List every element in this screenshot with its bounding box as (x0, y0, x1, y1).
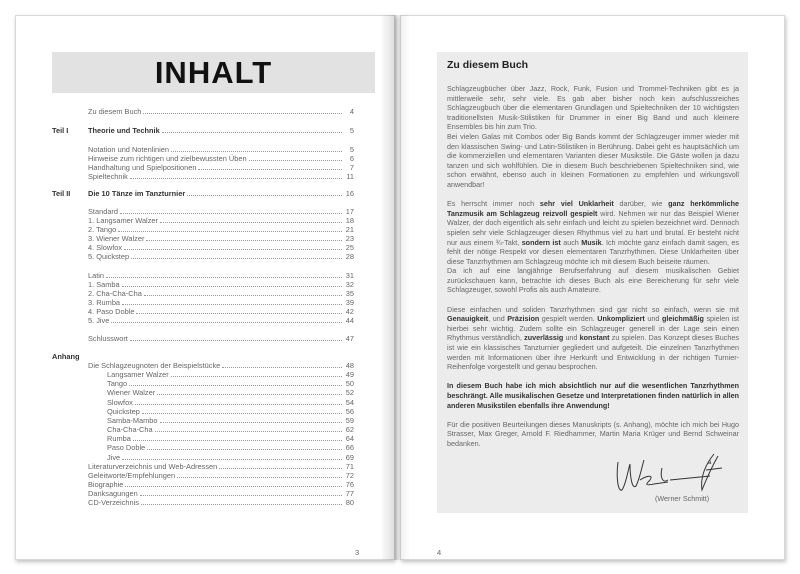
toc-entry (52, 443, 354, 452)
toc-page-number: 21 (345, 225, 354, 234)
toc-entry-label: 5. Jive (88, 316, 110, 325)
toc-entry-label: Slowfox (107, 397, 133, 407)
toc-entry-label: Geleitworte/Empfehlungen (88, 470, 176, 480)
toc-page-number: 72 (345, 470, 354, 480)
toc-entry-label: 4. Paso Doble (88, 307, 135, 316)
toc-page-number: 48 (345, 361, 354, 370)
foreword-paragraph (447, 420, 739, 449)
toc-page-number: 6 (349, 154, 354, 163)
emphasis-text: Genauigkeit (447, 314, 489, 324)
toc-dot-leader (162, 126, 342, 133)
toc-page-number: 18 (345, 216, 354, 225)
toc-dot-leader (131, 252, 342, 259)
toc-page-number: 17 (345, 207, 354, 216)
toc-page-number: 28 (345, 252, 354, 261)
toc-entry (52, 480, 354, 489)
toc-dot-leader (171, 145, 342, 152)
toc-page-number: 56 (345, 406, 354, 416)
toc-dot-leader (155, 425, 342, 432)
toc-page-number: 50 (345, 379, 354, 389)
toc-page-number: 77 (345, 489, 354, 499)
toc-page-number: 39 (345, 298, 354, 307)
toc-entry-label: CD-Verzeichnis (88, 498, 139, 508)
toc-dot-leader (106, 271, 342, 278)
toc-dot-leader (187, 189, 342, 196)
toc-entry (52, 453, 354, 462)
text-run: und (644, 314, 662, 324)
toc-page-number: 54 (345, 397, 354, 407)
text-run: Bei vielen Galas mit Combos oder Big Bands kommt der Schlagzeuger immer wieder mit den klassischen Swing- und Latin-Stilistiken in Berührung. Dabei geht es hauptsächlich um die kommerziellen und elementaren Varianten dieser Musikstile. Die Gäste wollen ja dazu tanzen und sich wohlfühlen. Die in diesem Buch beschriebenen Spieltechniken sind, wie schon erwähnt, ebenso auch in kleinen Formationen zu empfehlen und wirkungsvoll anwendbar! (447, 131, 739, 189)
text-run: wird. Nehmen wir nur das Beispiel Wiener Walzer, der doch eigentlich als sehr einfach und leicht zu spielen bezeichnet wird. Dennoch spielen sehr viele Schlagzeuger diesen Rhythmus viel zu hart und brutal. Er besteht nicht nur aus einem ¾-Takt, (447, 208, 739, 247)
signature (610, 450, 730, 500)
toc-entry (52, 462, 354, 471)
toc-entry (52, 334, 354, 343)
text-run: und (563, 333, 580, 343)
text-run: auch (560, 237, 582, 247)
foreword-paragraph (447, 381, 739, 410)
toc-entry (52, 489, 354, 498)
book-spine-shadow (380, 15, 410, 560)
toc-page-number: 11 (346, 172, 354, 181)
toc-dot-leader (160, 216, 342, 223)
toc-page-number: 59 (345, 415, 354, 425)
toc-entry (52, 107, 354, 116)
toc-entry (52, 370, 354, 379)
toc-page-number: 52 (345, 388, 354, 398)
signature-name: (Werner Schmitt) (655, 494, 710, 503)
foreword-paragraph (447, 305, 739, 372)
toc-entry-label: Paso Doble (107, 443, 146, 453)
foreword-body (447, 84, 739, 458)
toc-page-number: 35 (345, 289, 354, 298)
toc-dot-leader (143, 107, 342, 114)
toc-entry-label: Wiener Walzer (107, 388, 156, 398)
toc-page-number: 32 (345, 280, 354, 289)
toc-dot-leader (125, 480, 342, 487)
toc-section-label: Teil II (52, 189, 71, 198)
foreword-title: Zu diesem Buch (447, 59, 529, 71)
toc-dot-leader (157, 388, 342, 395)
toc-page-number: 5 (349, 145, 354, 154)
toc-section-label: Teil I (52, 126, 69, 135)
toc-entry (52, 126, 354, 135)
text-run: Es herrscht immer noch (447, 199, 540, 209)
toc-dot-leader (130, 172, 342, 179)
foreword-paragraph (447, 266, 739, 295)
toc-dot-leader (118, 225, 342, 232)
page-title: INHALT (52, 52, 375, 93)
toc-dot-leader (146, 234, 342, 241)
toc-page-number: 47 (345, 334, 354, 343)
toc-dot-leader (160, 416, 342, 423)
toc-dot-leader (144, 289, 342, 296)
toc-entry (52, 163, 354, 172)
page-number-left: 3 (355, 548, 360, 557)
toc-entry (52, 498, 354, 507)
toc-dot-leader (140, 489, 342, 496)
toc-dot-leader (141, 498, 342, 505)
toc-entry (52, 280, 354, 289)
toc-entry-label: 3. Wiener Walzer (88, 234, 145, 243)
toc-entry (52, 361, 354, 370)
toc-page-number: 69 (345, 452, 354, 462)
toc-page-number: 23 (345, 234, 354, 243)
toc-entry (52, 352, 354, 361)
toc-dot-leader (130, 334, 342, 341)
toc-entry-label: Cha-Cha-Cha (107, 425, 153, 435)
toc-dot-leader (198, 163, 342, 170)
toc-entry (52, 298, 354, 307)
toc-page-number: 5 (349, 126, 354, 135)
text-run: gespielt werden. (539, 314, 598, 324)
toc-page-number: 42 (345, 307, 354, 316)
toc-dot-leader (177, 471, 342, 478)
toc-entry (52, 407, 354, 416)
toc-entry (52, 425, 354, 434)
toc-dot-leader (222, 361, 342, 368)
toc-entry-label: Literaturverzeichnis und Web-Adressen (88, 461, 218, 471)
toc-entry-label: Schlusswort (88, 334, 128, 343)
toc-entry-label: Biographie (88, 479, 124, 489)
toc-dot-leader (122, 298, 342, 305)
toc-entry-label: Jive (107, 452, 121, 462)
toc-entry (52, 189, 354, 198)
toc-entry-label: Latin (88, 271, 105, 280)
toc-page-number: 7 (349, 163, 354, 172)
toc-dot-leader (129, 379, 342, 386)
toc-entry (52, 145, 354, 154)
toc-entry (52, 388, 354, 397)
text-run: Schlagzeugbücher über Jazz, Rock, Funk, Fusion und Trommel-Techniken gibt es ja mittlerweile sehr, sehr viele. Es gab aber bisher noch kein aufschlussreiches Schlagzeugbuch über die elementaren Grundlagen und Spieltechniken der 10 wichtigsten traditionellsten Musik-Stilistiken für Drummer in einer Big Band und auch kleinere Ensembles bis hin zum Trio. (447, 84, 739, 132)
toc-entry (52, 207, 354, 216)
toc-dot-leader (133, 434, 342, 441)
text-run: Da ich auf eine langjährige Berufserfahrung auf diesem musikalischen Gebiet zurückschauen kann, betrachte ich dieses Buch als eine Bereicherung für sehr viele Schlagzeuger, sowohl Profis als auch Amateure. (447, 266, 739, 295)
toc-dot-leader (171, 370, 342, 377)
toc-entry-label: 3. Rumba (88, 298, 121, 307)
toc-entry (52, 471, 354, 480)
toc-entry-label: Quickstep (107, 406, 140, 416)
toc-entry-label: Spieltechnik (88, 172, 128, 181)
emphasis-text: Musik (581, 237, 602, 247)
toc-entry-label: Die Schlagzeugnoten der Beispielstücke (88, 361, 221, 370)
toc-page-number: 66 (345, 443, 354, 453)
toc-page-number: 44 (345, 316, 354, 325)
emphasis-text: Unkompliziert (597, 314, 645, 324)
toc-entry-label: 1. Langsamer Walzer (88, 216, 158, 225)
toc-entry-label: 1. Samba (88, 280, 120, 289)
toc-dot-leader (135, 398, 342, 405)
toc-dot-leader (136, 307, 342, 314)
toc-entry (52, 379, 354, 388)
toc-entry (52, 252, 354, 261)
text-run: , und (488, 314, 508, 324)
emphasis-text: gleichmäßig (661, 314, 704, 324)
toc-entry-label: Samba-Mambo (107, 415, 158, 425)
toc-entry-label: Die 10 Tänze im Tanzturnier (88, 189, 186, 198)
emphasis-text: ganz herkömmliche Tanzmusik am Schlagzeug reizvoll gespielt (447, 199, 740, 218)
toc-dot-leader (122, 453, 342, 460)
toc-entry (52, 316, 354, 325)
toc-entry-label: 5. Quickstep (88, 252, 130, 261)
emphasis-text: zuverlässig (524, 333, 564, 343)
toc-entry-label: Tango (107, 379, 128, 389)
toc-entry (52, 154, 354, 163)
text-run: Für die positiven Beurteilungen dieses Manuskripts (s. Anhang), möchte ich mich bei Hugo Strasser, Max Greger, Arnold F. Riedhammer, Martin Maria Krüger und Bernd Schweinar bedanken. (447, 419, 739, 448)
toc-entry (52, 398, 354, 407)
toc-dot-leader (111, 316, 342, 323)
toc-entry-label: Handhaltung und Spielpositionen (88, 163, 197, 172)
toc-entry-label: 2. Cha-Cha-Cha (88, 289, 142, 298)
toc-dot-leader (124, 243, 342, 250)
toc-entry-label: 2. Tango (88, 225, 117, 234)
foreword-paragraph (447, 199, 739, 266)
toc-entry-label: Standard (88, 207, 118, 216)
toc-entry (52, 307, 354, 316)
text-run: Diese einfachen und soliden Tanzrhythmen sind gar nicht so einfach, wenn sie mit (447, 304, 739, 314)
toc-entry (52, 243, 354, 252)
text-run: spielen ist hierbei sehr wichtig. Zudem sollte ein Schlagzeuger generell in der Lage sein einen Rhythmus verständlich, (447, 314, 739, 343)
text-run: . Ich möchte ganz einfach damit sagen, es fehlt der nötige Respekt vor diesen elementaren Tanzrhythmen. Diese Unklarheiten über diese Tanzrhythmen am Schlagzeug möchte ich mit diesem Buch beiseite räumen. (447, 237, 739, 266)
toc-dot-leader (147, 443, 342, 450)
toc-dot-leader (219, 462, 342, 469)
page-number-right: 4 (437, 548, 442, 557)
toc-entry-label: Danksagungen (88, 489, 138, 499)
toc-page-number: 76 (345, 479, 354, 489)
emphasis-text: sehr viel Unklarheit (539, 199, 614, 209)
toc-section-label: Anhang (52, 352, 80, 361)
emphasis-text: konstant (579, 333, 610, 343)
svg-text:a: a (708, 460, 712, 466)
toc-page-number: 62 (345, 425, 354, 435)
toc-entry (52, 434, 354, 443)
toc-entry-label: Zu diesem Buch (88, 107, 142, 116)
toc-page-number: 64 (345, 434, 354, 444)
toc-page-number: 16 (345, 189, 354, 198)
toc-entry-label: Langsamer Walzer (107, 370, 169, 380)
toc-page-number: 25 (345, 243, 354, 252)
toc-entry (52, 234, 354, 243)
text-run: darüber, wie (613, 199, 669, 209)
toc-entry (52, 172, 354, 181)
toc-page-number: 71 (345, 461, 354, 471)
foreword-paragraph (447, 132, 739, 190)
emphasis-text: sondern ist (521, 237, 561, 247)
toc-entry (52, 216, 354, 225)
toc-page-number: 80 (345, 498, 354, 508)
toc-entry-label: Hinweise zum richtigen und zielbewussten Üben (88, 154, 247, 163)
toc-page-number: 31 (345, 271, 354, 280)
toc-entry-label: 4. Slowfox (88, 243, 123, 252)
foreword-paragraph (447, 84, 739, 132)
emphasis-text: In diesem Buch habe ich mich absichtlich nur auf die wesentlichen Tanzrhythmen beschrängt. Alle musikalischen Gesetze und Interpretationen finden natürlich in allen anderen Musikstilen ebenfalls ihre Anwendung! (447, 381, 739, 410)
emphasis-text: Präzision (507, 314, 540, 324)
toc-dot-leader (142, 407, 342, 414)
toc-entry (52, 225, 354, 234)
toc-dot-leader (122, 280, 342, 287)
toc-page-number: 49 (345, 370, 354, 380)
toc-entry-label: Rumba (107, 434, 131, 444)
text-run: zu spielen. Das Konzept dieses Buches ist wie ein klassisches Tanzturnier gegliedert und aufgeteilt. Die einzelnen Tanzrhythmen werden mit Informationen über ihre Herkunft und Entwicklung in der richtigen Turnier-Reihenfolge vorgestellt und genau besprochen. (447, 333, 739, 372)
toc-entry-label: Notation und Notenlinien (88, 145, 169, 154)
toc-dot-leader (120, 207, 342, 214)
toc-entry (52, 416, 354, 425)
toc-page-number: 4 (349, 107, 354, 116)
toc-dot-leader (249, 154, 342, 161)
toc-entry (52, 289, 354, 298)
toc-entry (52, 271, 354, 280)
toc-entry-label: Theorie und Technik (88, 126, 160, 135)
